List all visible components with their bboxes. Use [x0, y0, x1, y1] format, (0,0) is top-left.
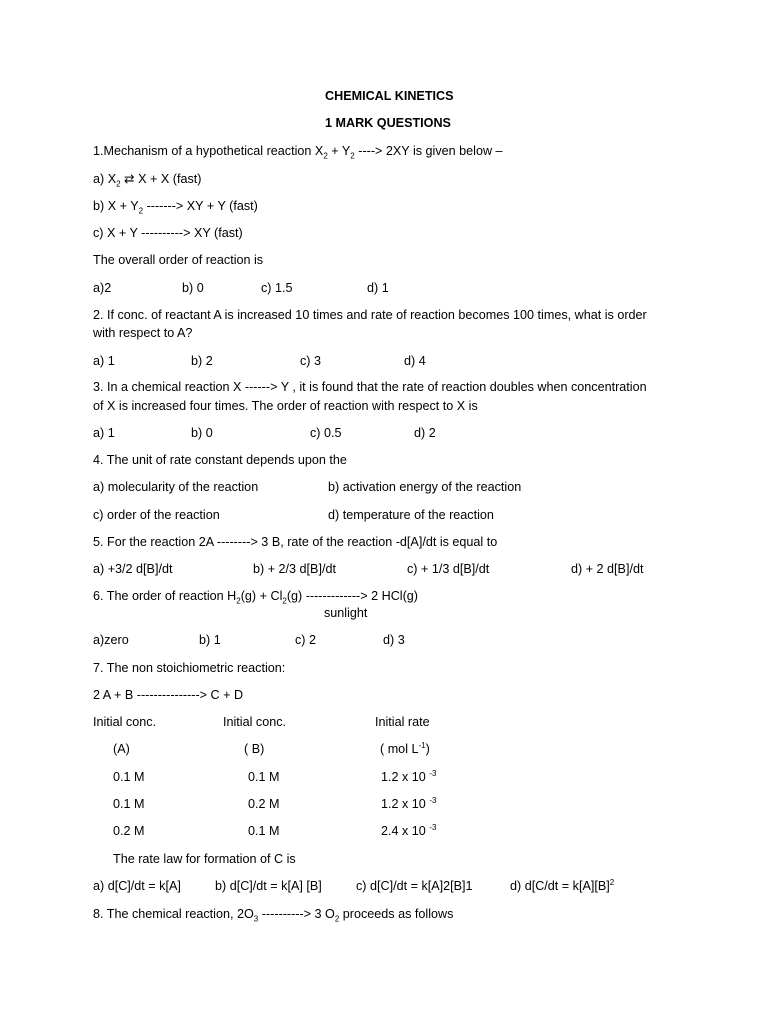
q7-subheader-a: (A): [113, 742, 130, 756]
q6-option-b: b) 1: [199, 633, 221, 647]
q1-step-a: a) $X_2$ ⇄ X + X (fast): [93, 172, 202, 189]
q7-row2-rate: 1.2 x 10 $^{-3}$: [381, 795, 437, 811]
q7-option-a: a) d[C]/dt = k[A]: [93, 879, 181, 893]
q7-row3-rate: 2.4 x 10 $^{-3}$: [381, 822, 437, 838]
q7-option-d: d) $d[C/dt = k[A][B]^2$: [510, 877, 615, 893]
q2-option-d: d) 4: [404, 354, 426, 368]
q6-option-c: c) 2: [295, 633, 316, 647]
q7-row1-rate: 1.2 x 10 $^{-3}$: [381, 768, 437, 784]
document-title: CHEMICAL KINETICS: [325, 89, 454, 103]
q5-stem: 5. For the reaction 2A --------> 3 B, rate of the reaction -d[A]/dt is equal to: [93, 535, 498, 549]
q4-option-a: a) molecularity of the reaction: [93, 480, 259, 494]
q3-option-c: c) 0.5: [310, 426, 342, 440]
q7-row2-a: 0.1 M: [113, 797, 145, 811]
q6-option-d: d) 3: [383, 633, 405, 647]
q7-stem: 7. The non stoichiometric reaction:: [93, 661, 286, 675]
q1-option-a: a)2: [93, 281, 112, 295]
q5-option-c: c) + 1/3 d[B]/dt: [407, 562, 490, 576]
q1-step-c: c) X + Y ----------> XY (fast): [93, 226, 243, 240]
q7-header-rate: Initial rate: [375, 715, 430, 729]
section-heading: 1 MARK QUESTIONS: [325, 116, 451, 130]
q3-option-b: b) 0: [191, 426, 213, 440]
q7-subheader-b: ( B): [244, 742, 265, 756]
q4-option-c: c) order of the reaction: [93, 508, 220, 522]
q7-option-c: c) d[C]/dt = k[A]2[B]1: [356, 879, 473, 893]
q2-stem-line2: with respect to A?: [93, 326, 193, 340]
q1-stem: 1.Mechanism of a hypothetical reaction $X_2 + Y_2$ ----> 2XY is given below –: [93, 144, 503, 161]
q3-option-d: d) 2: [414, 426, 436, 440]
q7-question: The rate law for formation of C is: [113, 852, 296, 866]
q6-option-a: a)zero: [93, 633, 129, 647]
q1-question: The overall order of reaction is: [93, 253, 264, 267]
q3-option-a: a) 1: [93, 426, 115, 440]
q5-option-d: d) + 2 d[B]/dt: [571, 562, 644, 576]
q2-option-c: c) 3: [300, 354, 321, 368]
q4-option-b: b) activation energy of the reaction: [328, 480, 522, 494]
q7-row3-a: 0.2 M: [113, 824, 145, 838]
q7-row1-a: 0.1 M: [113, 770, 145, 784]
q7-row3-b: 0.1 M: [248, 824, 280, 838]
q6-stem: 6. The order of reaction $H_2(g) + Cl_2(g)$ -------------> 2 HCl(g): [93, 589, 418, 606]
q6-condition: sunlight: [324, 606, 368, 620]
q1-option-b: b) 0: [182, 281, 204, 295]
q7-header-a: Initial conc.: [93, 715, 156, 729]
q5-option-b: b) + 2/3 d[B]/dt: [253, 562, 336, 576]
q7-header-b: Initial conc.: [223, 715, 286, 729]
q3-stem-line1: 3. In a chemical reaction X ------> Y , it is found that the rate of reaction doubles when concentration: [93, 380, 647, 394]
q1-step-b: b) $X + Y_2$ -------> XY + Y (fast): [93, 199, 258, 216]
q5-option-a: a) +3/2 d[B]/dt: [93, 562, 173, 576]
q7-row2-b: 0.2 M: [248, 797, 280, 811]
q7-option-b: b) d[C]/dt = k[A] [B]: [215, 879, 322, 893]
q8-stem: 8. The chemical reaction, $2O_3$ ----------> 3 $O_2$ proceeds as follows: [93, 907, 454, 924]
q1-option-d: d) 1: [367, 281, 389, 295]
q2-option-a: a) 1: [93, 354, 115, 368]
q7-subheader-rate: ( mol $L^{-1}$): [380, 740, 430, 756]
q4-option-d: d) temperature of the reaction: [328, 508, 494, 522]
q1-option-c: c) 1.5: [261, 281, 293, 295]
q2-stem-line1: 2. If conc. of reactant A is increased 10 times and rate of reaction becomes 100 times, what is order: [93, 308, 647, 322]
q2-option-b: b) 2: [191, 354, 213, 368]
q7-row1-b: 0.1 M: [248, 770, 280, 784]
q7-reaction: 2 A + B ---------------> C + D: [93, 688, 244, 702]
q3-stem-line2: of X is increased four times. The order of reaction with respect to X is: [93, 399, 478, 413]
q4-stem: 4. The unit of rate constant depends upon the: [93, 453, 347, 467]
